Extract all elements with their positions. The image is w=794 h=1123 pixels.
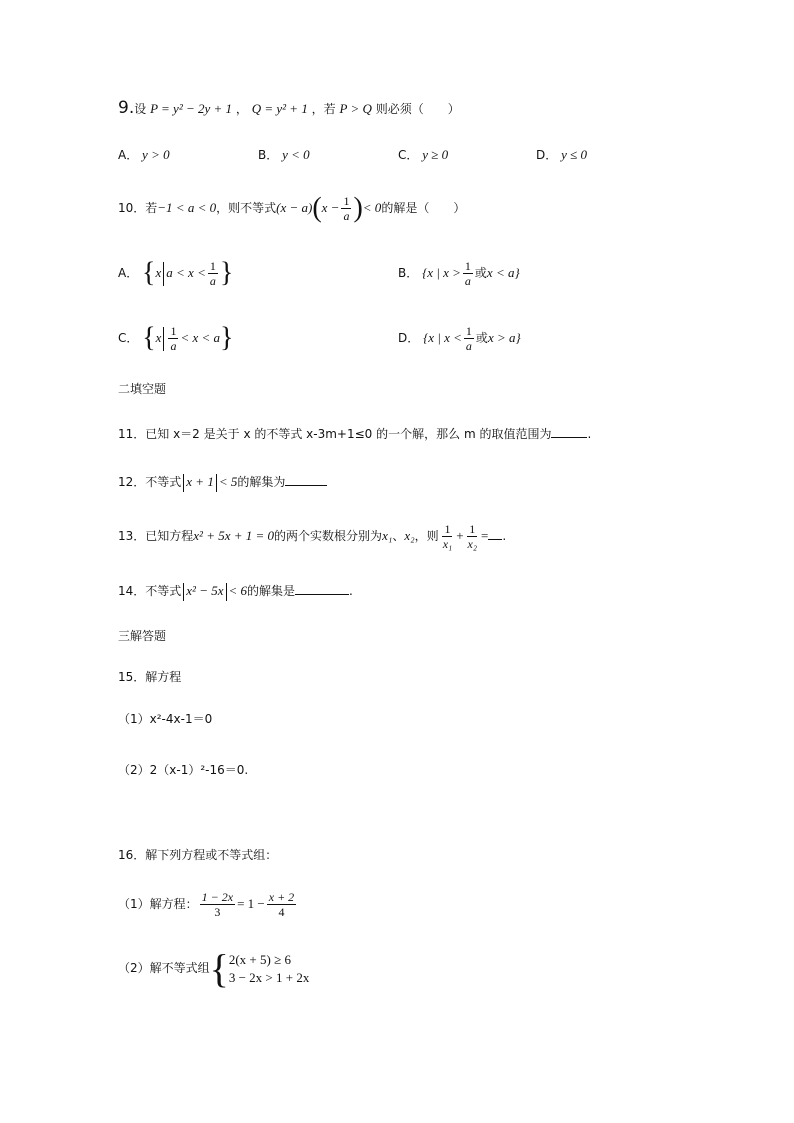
q10-option-c: C． {x $\frac{1}{a}$ < x < a}	[118, 322, 234, 354]
q9-mid: ，若	[311, 102, 336, 116]
q9-option-d: D． y ≤ 0	[536, 147, 587, 162]
q9-sep: ，	[235, 102, 248, 116]
q10-expr-a: (x − a)	[276, 200, 313, 215]
q10-prefix: 10．若	[118, 201, 158, 215]
answer-blank	[551, 425, 587, 438]
question-number: 9.	[118, 98, 135, 118]
question-16-title: 16．解下列方程或不等式组：	[118, 848, 278, 862]
section-heading-3: 三解答题	[118, 629, 167, 643]
question-12: 12．不等式 x + 1 < 5的解集为	[118, 472, 327, 492]
q10-option-d: D． {x | x < $\frac{1}{a}$ 或x > a}	[398, 324, 521, 353]
answer-blank	[295, 582, 349, 595]
q10-mid: ，则不等式	[216, 201, 277, 215]
section-heading-2: 二填空题	[118, 382, 167, 396]
question-16-part-1: （1）解方程： $\frac{1 - 2x}{3}$ = 1 − $\frac{x + 2}{4}$	[118, 890, 295, 919]
q9-option-c: C． y ≥ 0	[398, 147, 449, 162]
question-9	[118, 98, 460, 119]
inequality-system: { 2(x + 5) ≥ 6 3 − 2x > 1 + 2x	[209, 945, 310, 991]
q-expression: Q = y² + 1	[251, 101, 308, 116]
q9-option-b: B． y < 0	[258, 147, 310, 162]
q10-condition: −1 < a < 0	[157, 200, 217, 215]
q10-option-b: B． {x | x > $\frac{1}{a}$ 或x < a}	[398, 259, 520, 288]
question-16-part-2: （2）解不等式组 { 2(x + 5) ≥ 6 3 − 2x > 1 + 2x	[118, 945, 310, 991]
p-expression: P = y² − 2y + 1	[150, 101, 233, 116]
answer-blank	[488, 527, 502, 540]
question-14: 14．不等式 x² − 5x < 6的解集是 .	[118, 581, 353, 601]
q9-prefix: 设	[134, 102, 147, 116]
q9-condition: P > Q	[339, 101, 372, 116]
q10-fraction: $\frac{1}{a}$	[343, 194, 350, 223]
question-13: 13．已知方程x² + 5x + 1 = 0的两个实数根分别为x₁、x₂，则 $\frac{1}{\text{x₁}}$ + $\frac{1}{\text{x₂}}$ = .	[118, 522, 507, 551]
question-15-title: 15．解方程	[118, 670, 182, 684]
q10-expr-b: x −	[321, 200, 340, 215]
q10-option-a: A． {x a < x < $\frac{1}{a}$ }	[118, 257, 234, 289]
question-15-part-1: （1）x²-4x-1＝0	[118, 712, 213, 726]
question-11: 11．已知 x＝2 是关于 x 的不等式 x-3m+1≤0 的一个解，那么 m 的取值范围为 .	[118, 427, 592, 441]
question-15-part-2: （2）2（x-1）²-16＝0.	[118, 763, 249, 777]
q10-suffix: 的解是（ ）	[381, 201, 466, 215]
q10-expr-end: < 0	[362, 200, 382, 215]
answer-blank	[285, 473, 327, 486]
question-10: 10．若−1 < a < 0，则不等式(x − a)(x − $\frac{1}{a}$ )< 0的解是（ ）	[118, 192, 466, 224]
q9-option-a: A． y > 0	[118, 147, 170, 162]
q9-suffix: 则必须（ ）	[375, 102, 460, 116]
